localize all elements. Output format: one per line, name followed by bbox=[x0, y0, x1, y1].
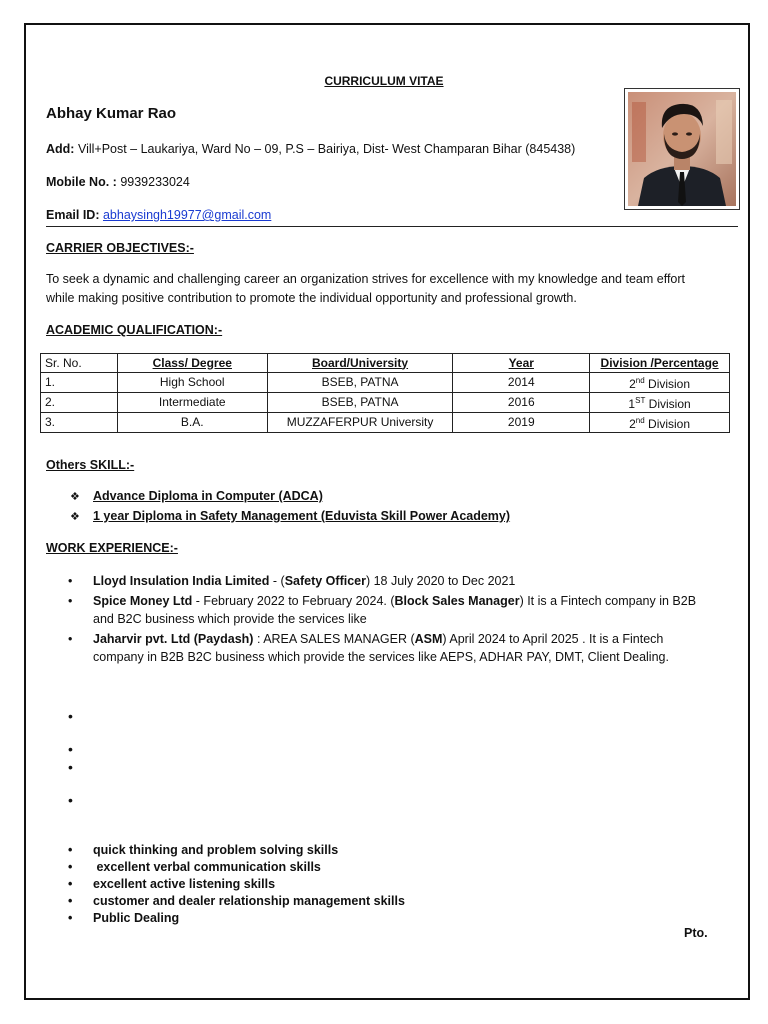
bullet-icon: • bbox=[68, 574, 73, 588]
diamond-bullet-icon: ❖ bbox=[70, 491, 80, 503]
strength-item bbox=[68, 893, 405, 910]
bullet-icon: • bbox=[68, 911, 73, 925]
company-name: Spice Money Ltd bbox=[93, 594, 193, 608]
bullet-icon: • bbox=[68, 594, 73, 608]
mobile-line bbox=[46, 175, 190, 189]
candidate-name: Abhay Kumar Rao bbox=[46, 105, 177, 122]
page-turn-note: Pto. bbox=[684, 926, 708, 940]
work-item: • Jaharvir pvt. Ltd (Paydash) : AREA SALES MANAGER (ASM) April 2024 to April 2025 . It is a Fintech company in B2B B2C business which provide the services like AEPS, ADHAR PAY, DMT, Client Dealing. bbox=[68, 632, 669, 664]
diamond-bullet-icon: ❖ bbox=[70, 511, 80, 523]
table-row bbox=[41, 393, 730, 413]
address-label: Add: bbox=[46, 142, 75, 156]
address-value: Vill+Post – Laukariya, Ward No – 09, P.S – Bairiya, Dist- West Champaran Bihar (845438) bbox=[77, 142, 576, 156]
job-role: Block Sales Manager bbox=[394, 594, 520, 608]
objective-line: To seek a dynamic and challenging career an organization strives for excellence with my knowledge and team effort bbox=[46, 272, 686, 286]
email-link[interactable]: abhaysingh19977@gmail.com bbox=[102, 208, 272, 222]
bullet-icon: • bbox=[68, 877, 73, 891]
cell-board: BSEB, PATNA bbox=[267, 373, 453, 393]
email-label: Email ID: bbox=[46, 208, 100, 222]
bullet-icon: • bbox=[68, 632, 73, 646]
column-header: Year bbox=[453, 354, 590, 373]
email-line bbox=[46, 208, 271, 222]
strength-item bbox=[68, 842, 338, 859]
work-heading: WORK EXPERIENCE:- bbox=[46, 541, 178, 555]
cell-year: 2016 bbox=[453, 393, 590, 413]
strength-item bbox=[68, 876, 275, 893]
table-row bbox=[41, 413, 730, 433]
work-item: • Spice Money Ltd - February 2022 to February 2024. (Block Sales Manager) It is a Fintech company in B2B and B2C business which provide the services like bbox=[68, 594, 697, 626]
cell-sr: 2. bbox=[41, 393, 118, 413]
cell-degree: B.A. bbox=[117, 413, 267, 433]
objective-line: while making positive contribution to promote the individual opportunity and professional growth. bbox=[46, 291, 577, 305]
cell-degree: Intermediate bbox=[117, 393, 267, 413]
company-name: Jaharvir pvt. Ltd (Paydash) bbox=[93, 632, 254, 646]
empty-bullet-icon: • bbox=[68, 741, 73, 757]
cell-degree: High School bbox=[117, 373, 267, 393]
column-header: Division /Percentage bbox=[590, 354, 730, 373]
academic-heading: ACADEMIC QUALIFICATION:- bbox=[46, 323, 223, 337]
table-row bbox=[41, 373, 730, 393]
person-photo-icon bbox=[628, 92, 736, 206]
document-title: CURRICULUM VITAE bbox=[324, 74, 444, 88]
strength-text: excellent active listening skills bbox=[93, 877, 276, 891]
skill-text: 1 year Diploma in Safety Management (Eduvista Skill Power Academy) bbox=[93, 509, 511, 523]
table-header-row bbox=[41, 354, 730, 373]
skills-heading: Others SKILL:- bbox=[46, 458, 135, 472]
strength-text: Public Dealing bbox=[93, 911, 180, 925]
bullet-icon: • bbox=[68, 894, 73, 908]
bullet-icon: • bbox=[68, 860, 73, 874]
header-divider bbox=[46, 226, 738, 227]
column-header: Sr. No. bbox=[41, 354, 118, 373]
cell-board: BSEB, PATNA bbox=[267, 393, 453, 413]
strength-item bbox=[68, 910, 179, 927]
cell-year: 2019 bbox=[453, 413, 590, 433]
skill-item bbox=[70, 509, 510, 523]
cell-year: 2014 bbox=[453, 373, 590, 393]
empty-bullet-icon: • bbox=[68, 759, 73, 775]
objective-text bbox=[46, 270, 736, 308]
column-header: Class/ Degree bbox=[117, 354, 267, 373]
empty-bullet-icon: • bbox=[68, 708, 73, 724]
profile-photo bbox=[624, 88, 740, 210]
bullet-icon: • bbox=[68, 843, 73, 857]
cell-division: 1ST Division bbox=[590, 393, 730, 413]
empty-bullet-icon: • bbox=[68, 792, 73, 808]
address-line bbox=[46, 142, 575, 156]
skill-item bbox=[70, 489, 323, 503]
strength-text: excellent verbal communication skills bbox=[93, 860, 321, 874]
objective-heading: CARRIER OBJECTIVES:- bbox=[46, 241, 194, 255]
cell-sr: 1. bbox=[41, 373, 118, 393]
strength-text: customer and dealer relationship management skills bbox=[93, 894, 405, 908]
job-role: ASM bbox=[414, 632, 443, 646]
cell-division: 2nd Division bbox=[590, 413, 730, 433]
strength-text: quick thinking and problem solving skills bbox=[93, 843, 339, 857]
work-item: • Lloyd Insulation India Limited - (Safety Officer) 18 July 2020 to Dec 2021 bbox=[68, 574, 516, 588]
cell-board: MUZZAFERPUR University bbox=[267, 413, 453, 433]
skill-text: Advance Diploma in Computer (ADCA) bbox=[93, 489, 323, 503]
column-header: Board/University bbox=[267, 354, 453, 373]
job-role: Safety Officer bbox=[284, 574, 366, 588]
strength-item bbox=[68, 859, 321, 876]
company-name: Lloyd Insulation India Limited bbox=[93, 574, 270, 588]
cell-division: 2nd Division bbox=[590, 373, 730, 393]
mobile-value: 9939233024 bbox=[120, 175, 190, 189]
cell-sr: 3. bbox=[41, 413, 118, 433]
mobile-label: Mobile No. : bbox=[46, 175, 117, 189]
academic-table bbox=[40, 353, 730, 433]
